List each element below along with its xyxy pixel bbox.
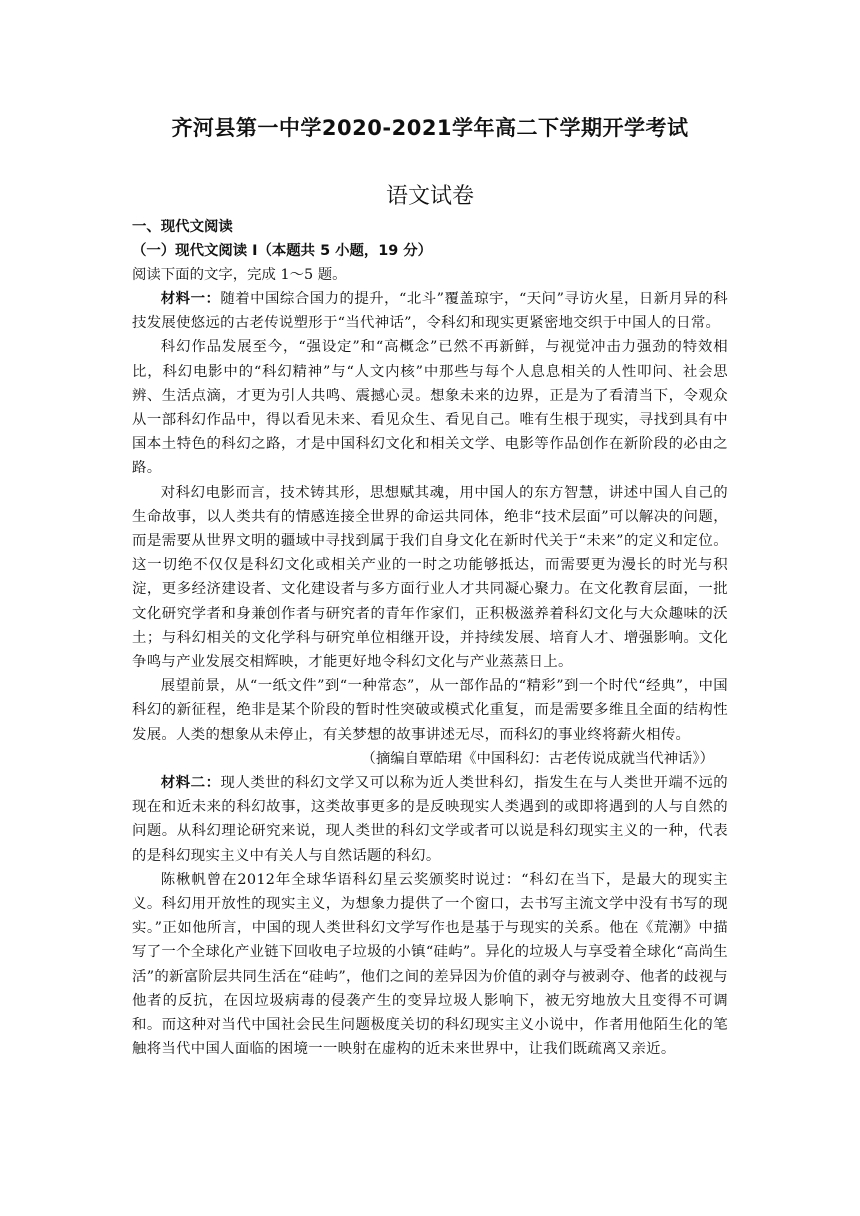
material1-paragraph-4: 展望前景，从“一纸文件”到“一种常态”，从一部作品的“精彩”到一个时代“经典”，中国科幻的新征程，绝非是某个阶段的暂时性突破或模式化重复，而是需要多维且全面的结构性发展。人类的想象从未停止，有关梦想的故事讲述无尽，而科幻的事业终将薪火相传。 — [132, 678, 728, 743]
material2-paragraph-1-text: 现人类世的科幻文学又可以称为近人类世科幻，指发生在与人类世开端不远的现在和近未来的科幻故事，这类故事更多的是反映现实人类遇到的或即将遇到的人与自然的问题。从科幻理论研究来说，现人类世的科幻文学或者可以说是科幻现实主义的一种，代表的是科幻现实主义中有关人与自然话题的科幻。 — [132, 775, 728, 864]
section-heading: 一、现代文阅读 — [132, 219, 233, 235]
material2-paragraph-2: 陈楸帆曾在2012年全球华语科幻星云奖颁奖时说过：“科幻在当下，是最大的现实主义。科幻用开放性的现实主义，为想象力提供了一个窗口，去书写主流文学中没有书写的现实。”正如他所言，中国的现人类世科幻文学写作也是基于与现实的关系。他在《荒潮》中描写了一个全球化产业链下回收电子垃圾的小镇“硅屿”。异化的垃圾人与享受着全球化“高尚生活”的新富阶层共同生活在“硅屿”，他们之间的差异因为价值的剥夺与被剥夺、他者的歧视与他者的反抗，在因垃圾病毒的侵袭产生的变异垃圾人影响下，被无穷地放大且变得不可调和。而这种对当代中国社会民生问题极度关切的科幻现实主义小说中，作者用他陌生化的笔触将当代中国人面临的困境一一映射在虚构的近未来世界中，让我们既疏离又亲近。 — [132, 871, 728, 1058]
reading-section — [132, 216, 728, 1062]
material1-label: 材料一： — [160, 291, 221, 307]
sub-section-heading: （一）现代文阅读 I（本题共 5 小题，19 分） — [132, 243, 433, 259]
material1-paragraph-1 — [132, 287, 728, 335]
material1-source: （摘编自覃皓珺《中国科幻：古老传说成就当代神话》） — [361, 750, 714, 767]
material2-paragraph-1 — [132, 771, 728, 868]
exam-subtitle: 语文试卷 — [385, 184, 474, 209]
material2-label: 材料二： — [160, 775, 221, 792]
exam-title: 齐河县第一中学2020-2021学年高二下学期开学考试 — [171, 116, 689, 140]
material1-paragraph-1-text: 随着中国综合国力的提升，“北斗”覆盖琼宇，“天问”寻访火星，日新月异的科技发展使悠远的古老传说塑形于“当代神话”，令科幻和现实更紧密地交织于中国人的日常。 — [132, 291, 729, 332]
material1-paragraph-3: 对科幻电影而言，技术铸其形，思想赋其魂，用中国人的东方智慧，讲述中国人自己的生命故事，以人类共有的情感连接全世界的命运共同体，绝非“技术层面”可以解决的问题，而是需要从世界文明的疆域中寻找到属于我们自身文化在新时代关于“未来”的定义和定位。这一切绝不仅仅是科幻文化或相关产业的一时之功能够抵达，而需要更为漫长的时光与积淀，更多经济建设者、文化建设者与多方面行业人才共同凝心聚力。在文化教育层面，一批文化研究学者和身兼创作者与研究者的青年作家们，正积极滋养着科幻文化与大众趣味的沃土；与科幻相关的文化学科与研究单位相继开设，并持续发展、培育人才、增强影响。文化争鸣与产业发展交相辉映，才能更好地令科幻文化与产业蒸蒸日上。 — [132, 484, 728, 671]
material1-paragraph-2: 科幻作品发展至今，“强设定”和“高概念”已然不再新鲜，与视觉冲击力强劲的特效相比，科幻电影中的“科幻精神”与“人文内核”中那些与每个人息息相关的人性叩问、社会思辨、生活点滴，才更为引人共鸣、震撼心灵。想象未来的边界，正是为了看清当下，令观众从一部科幻作品中，得以看见未来、看见众生、看见自己。唯有生根于现实，寻找到具有中国本土特色的科幻之路，才是中国科幻文化和相关文学、电影等作品创作在新阶段的必由之路。 — [132, 339, 728, 477]
instruction-text: 阅读下面的文字，完成 1～5 题。 — [132, 267, 347, 283]
